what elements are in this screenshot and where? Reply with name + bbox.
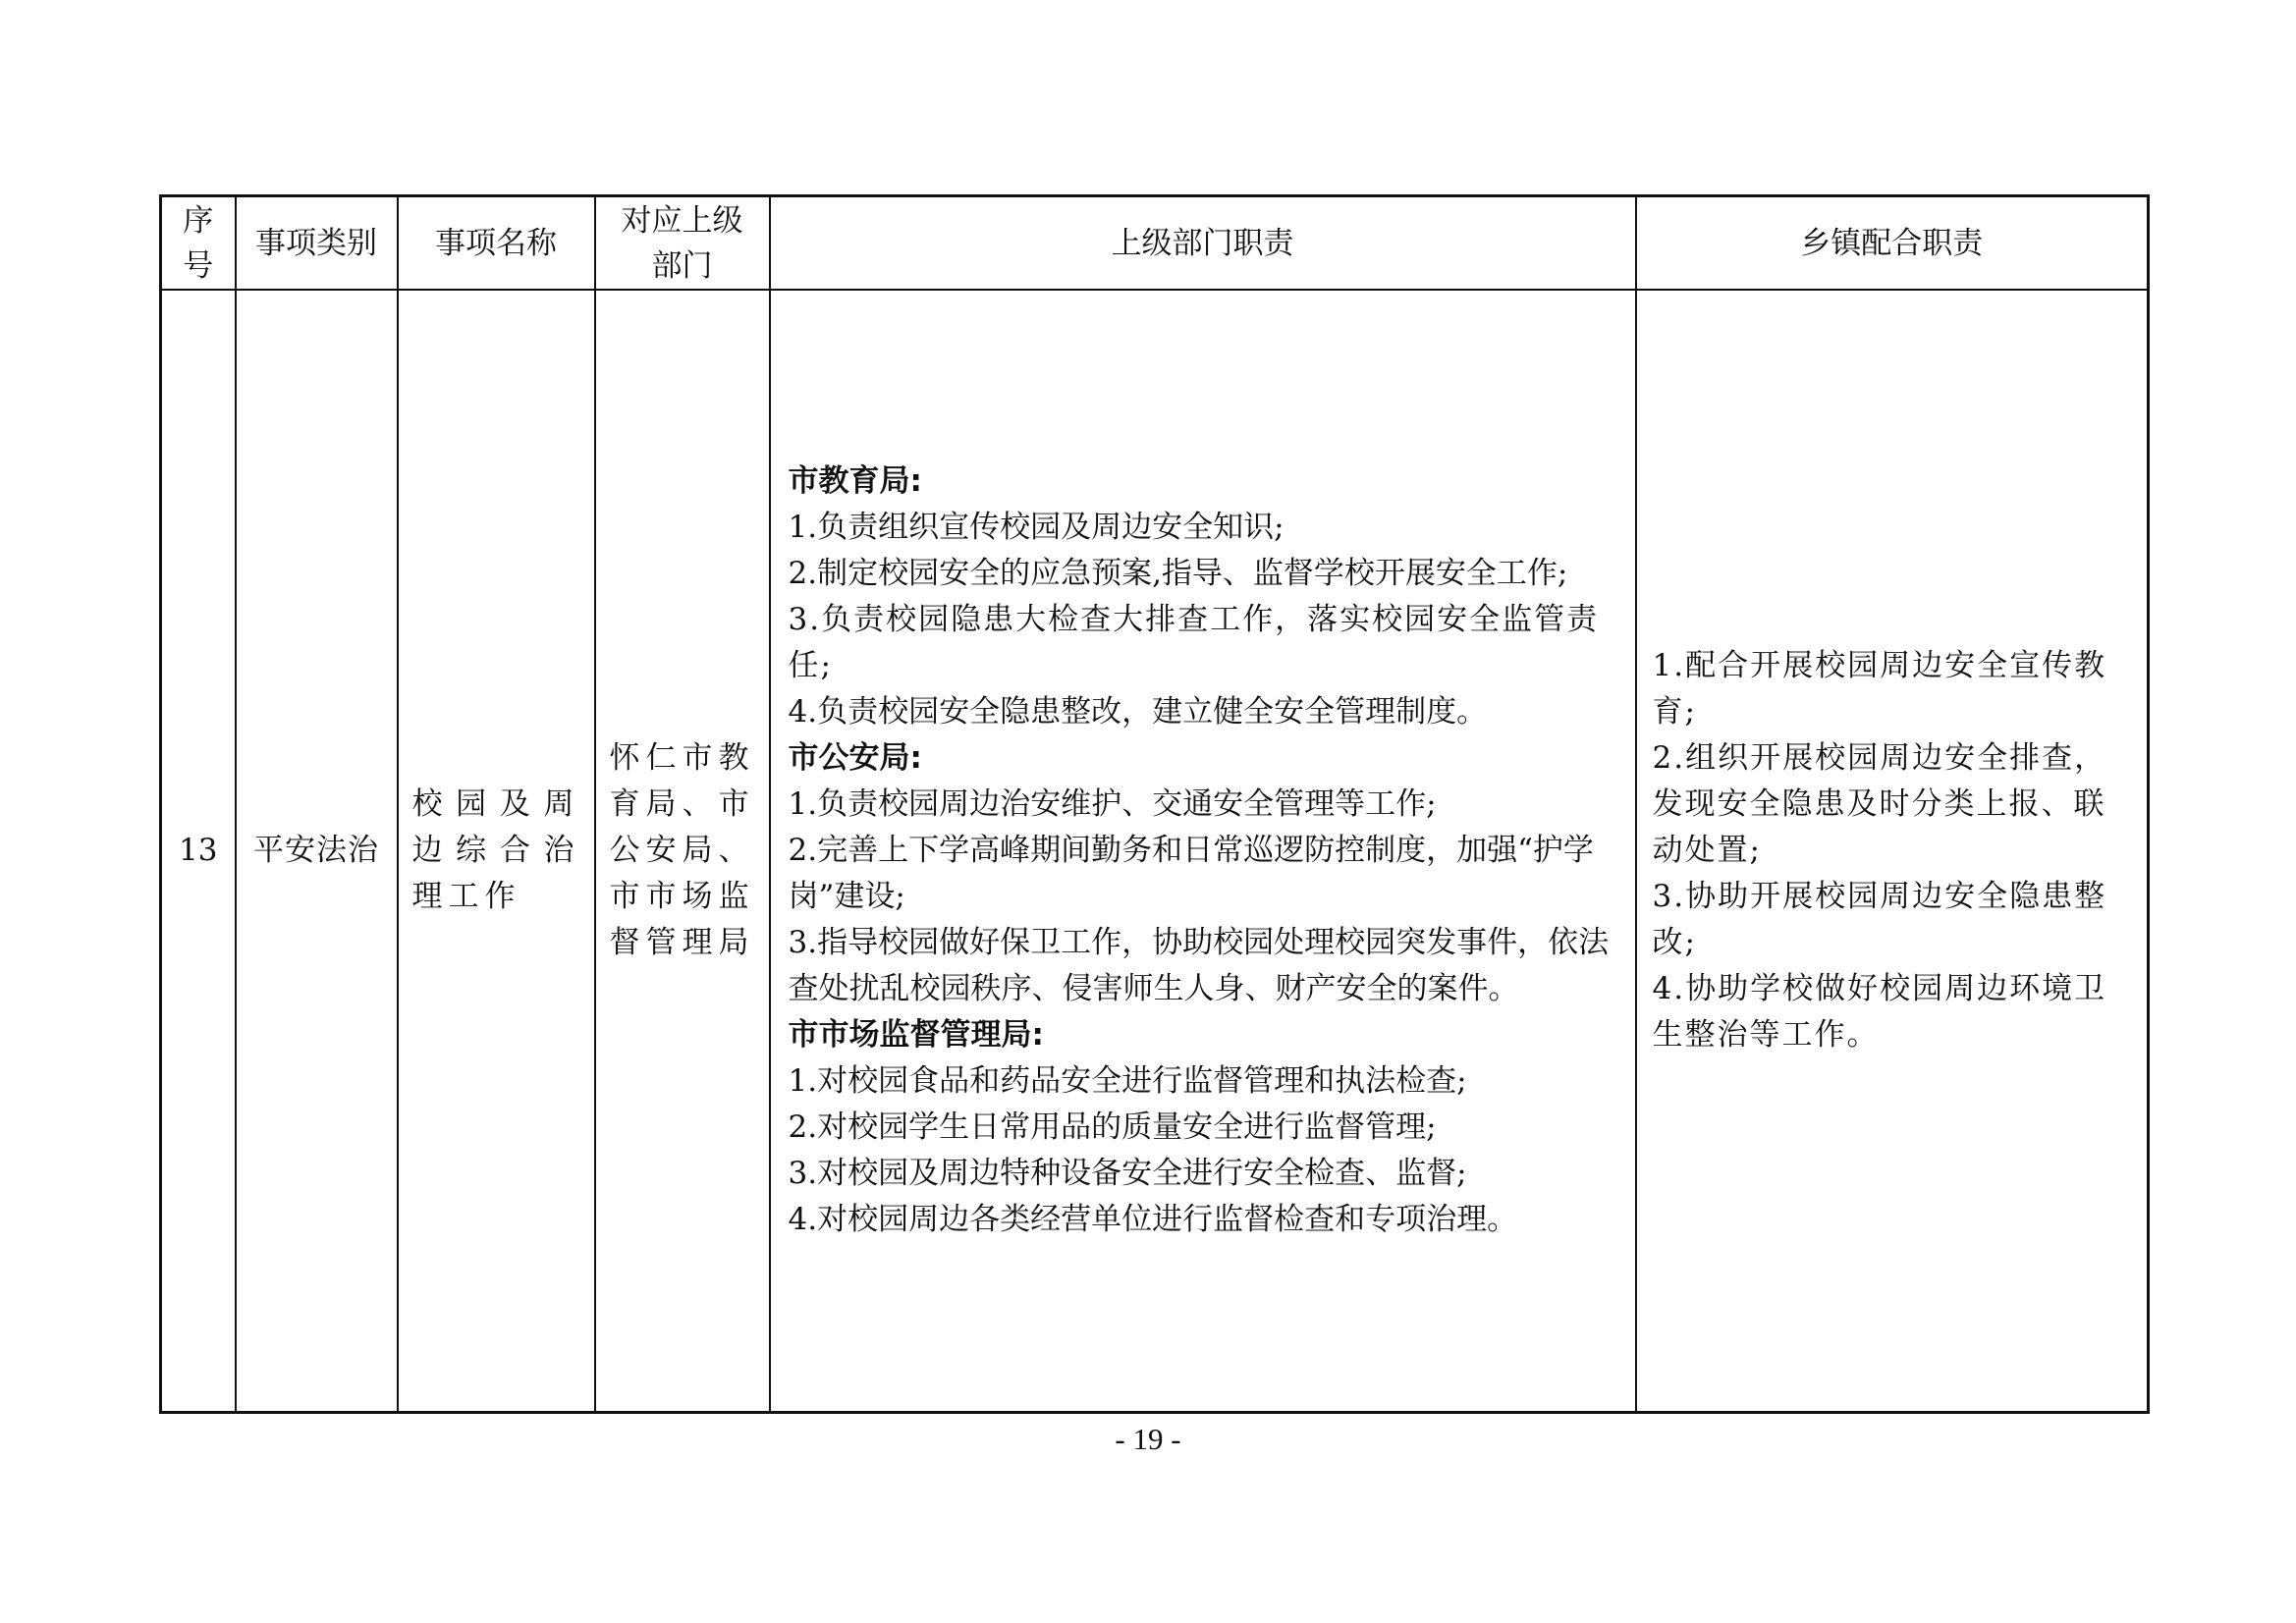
header-dept-duty: 上级部门职责: [770, 196, 1636, 291]
town-duty-item: 1.配合开展校园周边安全宣传教育;: [1652, 648, 2107, 730]
duty-item: 2.制定校园安全的应急预案,指导、监督学校开展安全工作;: [788, 556, 1568, 591]
duty-item: 3.负责校园隐患大检查大排查工作，落实校园安全监管责任;: [788, 602, 1600, 683]
cell-dept-duty: [770, 290, 1636, 1413]
duty-table: [159, 194, 2150, 1414]
cell-name: 校园及周边综合治理工作: [398, 290, 595, 1413]
dept-title: 市公安局:: [788, 740, 922, 776]
header-name: 事项名称: [398, 196, 595, 291]
duty-item: 3.对校园及周边特种设备安全进行安全检查、监督;: [788, 1156, 1467, 1191]
cell-town-duty: [1636, 290, 2149, 1413]
header-dept: 对应上级部门: [595, 196, 770, 291]
header-town-duty: 乡镇配合职责: [1636, 196, 2149, 291]
duty-item: 3.指导校园做好保卫工作，协助校园处理校园突发事件，依法查处扰乱校园秩序、侵害师生人身、财产安全的案件。: [788, 925, 1610, 1006]
page-number: - 19 -: [1115, 1422, 1181, 1456]
header-category: 事项类别: [236, 196, 398, 291]
duty-item: 4.负责校园安全隐患整改，建立健全安全管理制度。: [788, 694, 1488, 730]
table-row: [161, 290, 2149, 1413]
duty-item: 1.对校园食品和药品安全进行监督管理和执法检查;: [788, 1063, 1467, 1099]
town-duty-item: 4.协助学校做好校园周边环境卫生整治等工作。: [1652, 971, 2107, 1053]
header-row: [161, 196, 2149, 291]
duty-item: 2.完善上下学高峰期间勤务和日常巡逻防控制度，加强“护学岗”建设;: [788, 833, 1594, 914]
dept-block-market: [789, 1012, 1617, 1243]
town-duty-item: 2.组织开展校园周边安全排查，发现安全隐患及时分类上报、联动处置;: [1652, 740, 2107, 868]
dept-title: 市教育局:: [788, 463, 922, 499]
dept-block-police: [789, 735, 1617, 1012]
duty-item: 1.负责组织宣传校园及周边安全知识;: [788, 510, 1285, 545]
header-seq: 序号: [161, 196, 236, 291]
duty-item: 4.对校园周边各类经营单位进行监督检查和专项治理。: [788, 1202, 1518, 1237]
town-duty-item: 3.协助开展校园周边安全隐患整改;: [1652, 879, 2107, 960]
dept-title: 市市场监督管理局:: [788, 1017, 1044, 1053]
duty-item: 1.负责校园周边治安维护、交通安全管理等工作;: [788, 786, 1437, 822]
cell-dept: 怀仁市教育局、市公安局、市市场监督管理局: [595, 290, 770, 1413]
cell-category: 平安法治: [236, 290, 398, 1413]
dept-block-education: [789, 459, 1617, 735]
cell-seq: 13: [161, 290, 236, 1413]
duty-item: 2.对校园学生日常用品的质量安全进行监督管理;: [788, 1109, 1437, 1145]
